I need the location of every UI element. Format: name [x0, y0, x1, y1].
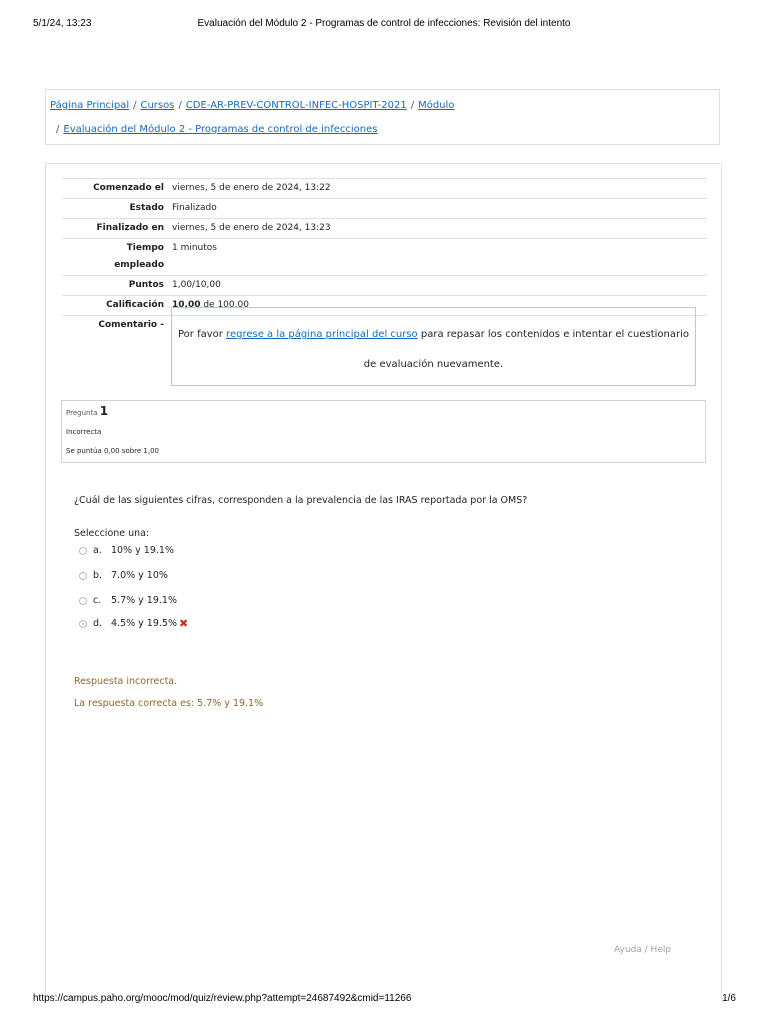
radio-icon[interactable]: [79, 597, 87, 605]
question-number-label: Pregunta: [66, 409, 100, 417]
option-letter: a.: [93, 545, 102, 556]
print-title: Evaluación del Módulo 2 - Programas de control de infecciones: Revisión del intento: [197, 18, 571, 29]
answer-option-a[interactable]: [79, 545, 174, 556]
incorrect-icon: ✖: [178, 617, 189, 630]
breadcrumb: [45, 89, 720, 145]
answer-option-b[interactable]: [79, 570, 168, 581]
grade-label: Calificación: [62, 296, 168, 316]
breadcrumb-course-link[interactable]: CDE-AR-PREV-CONTROL-INFEC-HOSPIT-2021: [185, 100, 407, 111]
answer-option-c[interactable]: [79, 595, 177, 606]
started-value: viernes, 5 de enero de 2024, 13:22: [168, 179, 707, 199]
question-info-box: [61, 400, 706, 463]
breadcrumb-separator: /: [56, 124, 60, 135]
comment-label: Comentario -: [62, 316, 168, 336]
option-letter: c.: [93, 595, 102, 606]
print-footer: [0, 993, 768, 1007]
option-text: 4.5% y 19.5%: [111, 618, 177, 629]
summary-row-finished: [62, 219, 707, 239]
feedback-incorrect: Respuesta incorrecta.: [74, 676, 178, 687]
question-number-value: 1: [99, 404, 109, 418]
option-letter: b.: [93, 570, 103, 581]
option-letter: d.: [93, 618, 103, 629]
finished-value: viernes, 5 de enero de 2024, 13:23: [168, 219, 707, 239]
print-url: https://campus.paho.org/mooc/mod/quiz/review.php?attempt=24687492&cmid=11266: [33, 993, 412, 1004]
grade-value-score: 10,00: [172, 300, 201, 310]
print-header: [0, 18, 768, 32]
time-label: [62, 239, 168, 276]
time-label-line2: empleado: [114, 260, 164, 270]
summary-row-state: [62, 199, 707, 219]
option-text: 10% y 19.1%: [111, 545, 174, 556]
state-label: Estado: [62, 199, 168, 219]
breadcrumb-separator: /: [410, 100, 415, 111]
breadcrumb-courses-link[interactable]: Cursos: [140, 100, 175, 111]
question-state: Incorrecta: [66, 428, 102, 436]
time-label-line1: Tiempo: [126, 243, 164, 253]
breadcrumb-line-2: [56, 124, 377, 135]
breadcrumb-separator: /: [178, 100, 182, 111]
question-grade: Se puntúa 0,00 sobre 1,00: [66, 447, 160, 455]
option-text: 5.7% y 19.1%: [111, 595, 177, 606]
radio-icon[interactable]: [79, 572, 87, 580]
started-label: Comenzado el: [62, 179, 168, 199]
summary-row-started: [62, 179, 707, 199]
feedback-line-1: [172, 329, 695, 340]
summary-row-points: [62, 276, 707, 296]
feedback-suffix: para repasar los contenidos e intentar el cuestionario: [417, 329, 689, 340]
time-value: 1 minutos: [168, 239, 707, 276]
points-value: 1,00/10,00: [168, 276, 707, 296]
finished-label: Finalizado en: [62, 219, 168, 239]
radio-icon[interactable]: [79, 547, 87, 555]
grade-value-max: de 100,00: [200, 300, 249, 310]
question-number: [66, 404, 108, 418]
breadcrumb-module-link[interactable]: Módulo: [418, 100, 455, 111]
overall-feedback-box: [171, 307, 696, 386]
breadcrumb-separator: /: [133, 100, 137, 111]
answer-option-d[interactable]: [79, 617, 188, 630]
right-answer: La respuesta correcta es: 5.7% y 19.1%: [74, 698, 264, 709]
question-text: ¿Cuál de las siguientes cifras, corresponden a la prevalencia de las IRAS reportada por la OMS?: [74, 495, 528, 506]
print-page-number: 1/6: [722, 993, 736, 1004]
feedback-line-2: de evaluación nuevamente.: [363, 359, 504, 370]
feedback-prefix: Por favor: [177, 329, 227, 340]
summary-row-time: [62, 239, 707, 276]
option-text: 7.0% y 10%: [111, 570, 168, 581]
print-datetime: 5/1/24, 13:23: [33, 18, 92, 29]
state-value: Finalizado: [168, 199, 707, 219]
answer-prompt: Seleccione una:: [74, 528, 150, 539]
points-label: Puntos: [62, 276, 168, 296]
course-home-link[interactable]: regrese a la página principal del curso: [226, 329, 418, 340]
breadcrumb-quiz-link[interactable]: Evaluación del Módulo 2 - Programas de control de infecciones: [63, 124, 378, 135]
breadcrumb-line-1: [50, 100, 454, 111]
breadcrumb-home-link[interactable]: Página Principal: [50, 100, 130, 111]
radio-checked-icon[interactable]: [79, 620, 87, 628]
help-link[interactable]: Ayuda / Help: [614, 945, 672, 955]
